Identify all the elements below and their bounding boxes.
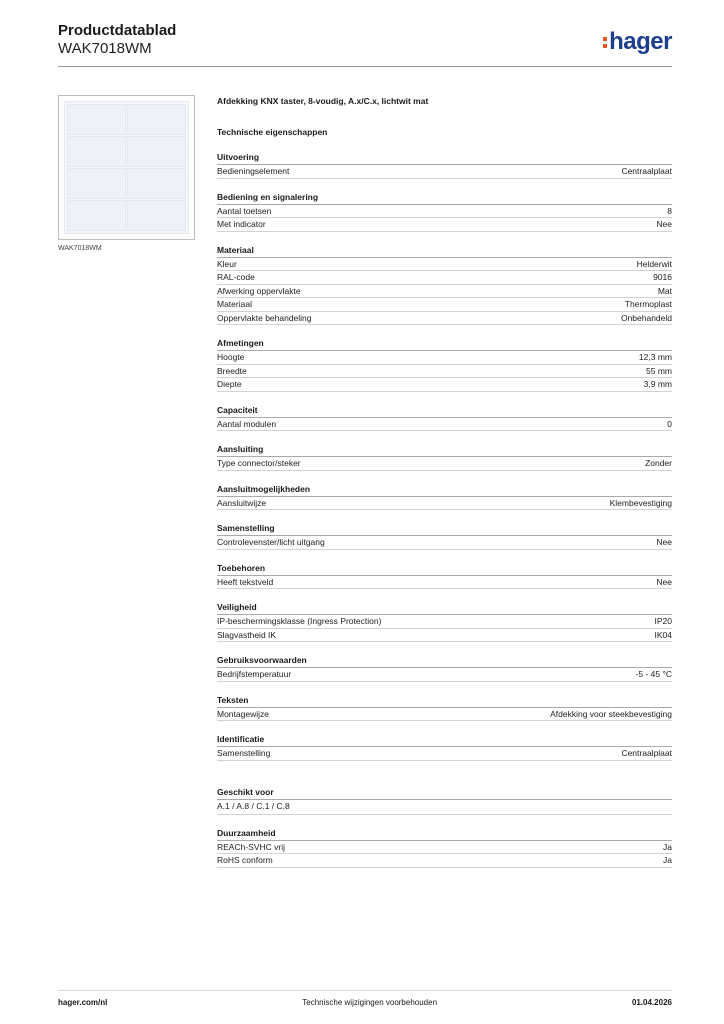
spec-label: Diepte (217, 379, 242, 389)
suitable-for-value: A.1 / A.8 / C.1 / C.8 (217, 800, 672, 815)
spec-section (217, 655, 672, 682)
section-title: Gebruiksvoorwaarden (217, 655, 672, 668)
spec-section (217, 245, 672, 326)
spec-value: Nee (656, 537, 672, 547)
spec-label: Heeft tekstveld (217, 576, 274, 587)
section-title: Identificatie (217, 734, 672, 747)
spec-label: RoHS conform (217, 855, 273, 865)
spec-row (217, 457, 672, 471)
website-link[interactable]: hager.com/nl (58, 998, 108, 1007)
product-description: Afdekking KNX taster, 8-voudig, A.x/C.x, lichtwit mat (217, 96, 429, 106)
spec-value: Ja (663, 855, 672, 865)
spec-row (217, 418, 672, 432)
spec-value: Zonder (645, 458, 672, 468)
spec-value: 12,3 mm (638, 352, 672, 362)
spec-row (217, 205, 672, 219)
section-title: Veiligheid (217, 602, 672, 615)
spec-row (217, 285, 672, 299)
spec-row (217, 747, 672, 761)
spec-row (217, 576, 672, 590)
spec-section (217, 602, 672, 642)
section-title: Bediening en signalering (217, 192, 672, 205)
section-title: Samenstelling (217, 523, 672, 536)
spec-row (217, 365, 672, 379)
section-title: Uitvoering (217, 152, 672, 165)
spec-content (217, 95, 672, 868)
product-code: WAK7018WM (58, 40, 152, 57)
spec-section (217, 444, 672, 471)
spec-row (217, 258, 672, 272)
section-title: Capaciteit (217, 405, 672, 418)
spec-section (217, 405, 672, 432)
spec-label: REACh-SVHC vrij (217, 841, 286, 852)
spec-row (217, 378, 672, 392)
spec-row (217, 668, 672, 682)
header-divider (58, 66, 672, 67)
image-caption: WAK7018WM (58, 245, 102, 252)
footer-date: 01.04.2026 (631, 998, 672, 1007)
footer-notice: Technische wijzigingen voorbehouden (302, 998, 438, 1007)
section-title: Toebehoren (217, 563, 672, 576)
spec-value: Nee (656, 219, 672, 229)
spec-row (217, 218, 672, 232)
spec-value: IP20 (654, 616, 672, 626)
spec-section (217, 734, 672, 761)
spec-value: Klembevestiging (609, 497, 672, 508)
spec-label: Bedrijfstemperatuur (217, 669, 292, 679)
spec-label: Aantal toetsen (217, 205, 272, 216)
spec-row (217, 708, 672, 722)
section-title: Afmetingen (217, 338, 672, 351)
spec-section (217, 695, 672, 722)
section-title: Teksten (217, 695, 672, 708)
spec-section (217, 192, 672, 232)
spec-section (217, 338, 672, 392)
section-title: Aansluitmogelijkheden (217, 484, 672, 497)
spec-value: 55 mm (646, 365, 672, 376)
section-title: Aansluiting (217, 444, 672, 457)
spec-row (217, 497, 672, 511)
document-title: Productdatablad (58, 22, 177, 39)
spec-label: Afwerking oppervlakte (217, 285, 301, 296)
suitable-for-section (217, 787, 672, 815)
hager-logo (603, 28, 672, 56)
spec-section (217, 563, 672, 590)
spec-row (217, 351, 672, 365)
spec-value: Centraalplaat (621, 166, 672, 176)
footer-divider (58, 990, 672, 991)
spec-row (217, 312, 672, 326)
spec-row (217, 165, 672, 179)
spec-section (217, 484, 672, 511)
section-title: Geschikt voor (217, 787, 672, 800)
spec-value: Centraalplaat (621, 748, 672, 758)
spec-section (217, 152, 672, 179)
spec-value: Nee (656, 576, 672, 587)
spec-value: Ja (663, 841, 672, 852)
spec-value: 9016 (653, 272, 672, 282)
spec-label: Kleur (217, 258, 237, 269)
spec-row (217, 629, 672, 643)
spec-label: Hoogte (217, 352, 245, 362)
spec-value: Thermoplast (624, 299, 672, 309)
tech-heading: Technische eigenschappen (217, 127, 328, 137)
spec-label: Oppervlakte behandeling (217, 312, 312, 323)
spec-value: 3,9 mm (643, 379, 672, 389)
spec-label: Montagewijze (217, 708, 269, 719)
spec-value: Afdekking voor steekbevestiging (550, 708, 672, 719)
section-title: Duurzaamheid (217, 828, 672, 841)
spec-label: Samenstelling (217, 748, 271, 758)
spec-row (217, 536, 672, 550)
spec-value: Onbehandeld (620, 312, 672, 323)
spec-label: RAL-code (217, 272, 255, 282)
logo-text: hager (609, 28, 672, 55)
spec-row (217, 615, 672, 629)
spec-label: Aantal modulen (217, 418, 277, 429)
spec-row (217, 841, 672, 855)
document-header (58, 22, 176, 58)
spec-value: 8 (667, 205, 672, 216)
spec-value: Helderwit (636, 258, 672, 269)
spec-label: IP-beschermingsklasse (Ingress Protection) (217, 616, 382, 626)
spec-value: 0 (667, 418, 672, 429)
spec-value: -5 - 45 °C (635, 669, 672, 679)
spec-label: Met indicator (217, 219, 266, 229)
spec-label: Materiaal (217, 299, 252, 309)
spec-value: IK04 (654, 629, 672, 640)
spec-sections (217, 152, 672, 761)
spec-label: Aansluitwijze (217, 497, 267, 508)
logo-dots-icon (603, 37, 607, 48)
spec-value: Mat (657, 285, 672, 296)
spec-label: Bedieningselement (217, 166, 290, 176)
spec-label: Controlevenster/licht uitgang (217, 537, 325, 547)
spec-row (217, 298, 672, 312)
product-image (58, 95, 195, 240)
spec-label: Breedte (217, 365, 247, 376)
sustainability-section (217, 828, 672, 868)
spec-row (217, 854, 672, 868)
spec-section (217, 523, 672, 550)
spec-row (217, 271, 672, 285)
spec-label: Type connector/steker (217, 458, 301, 468)
spec-label: Slagvastheid IK (217, 629, 277, 640)
page-footer (58, 998, 672, 1007)
section-title: Materiaal (217, 245, 672, 258)
